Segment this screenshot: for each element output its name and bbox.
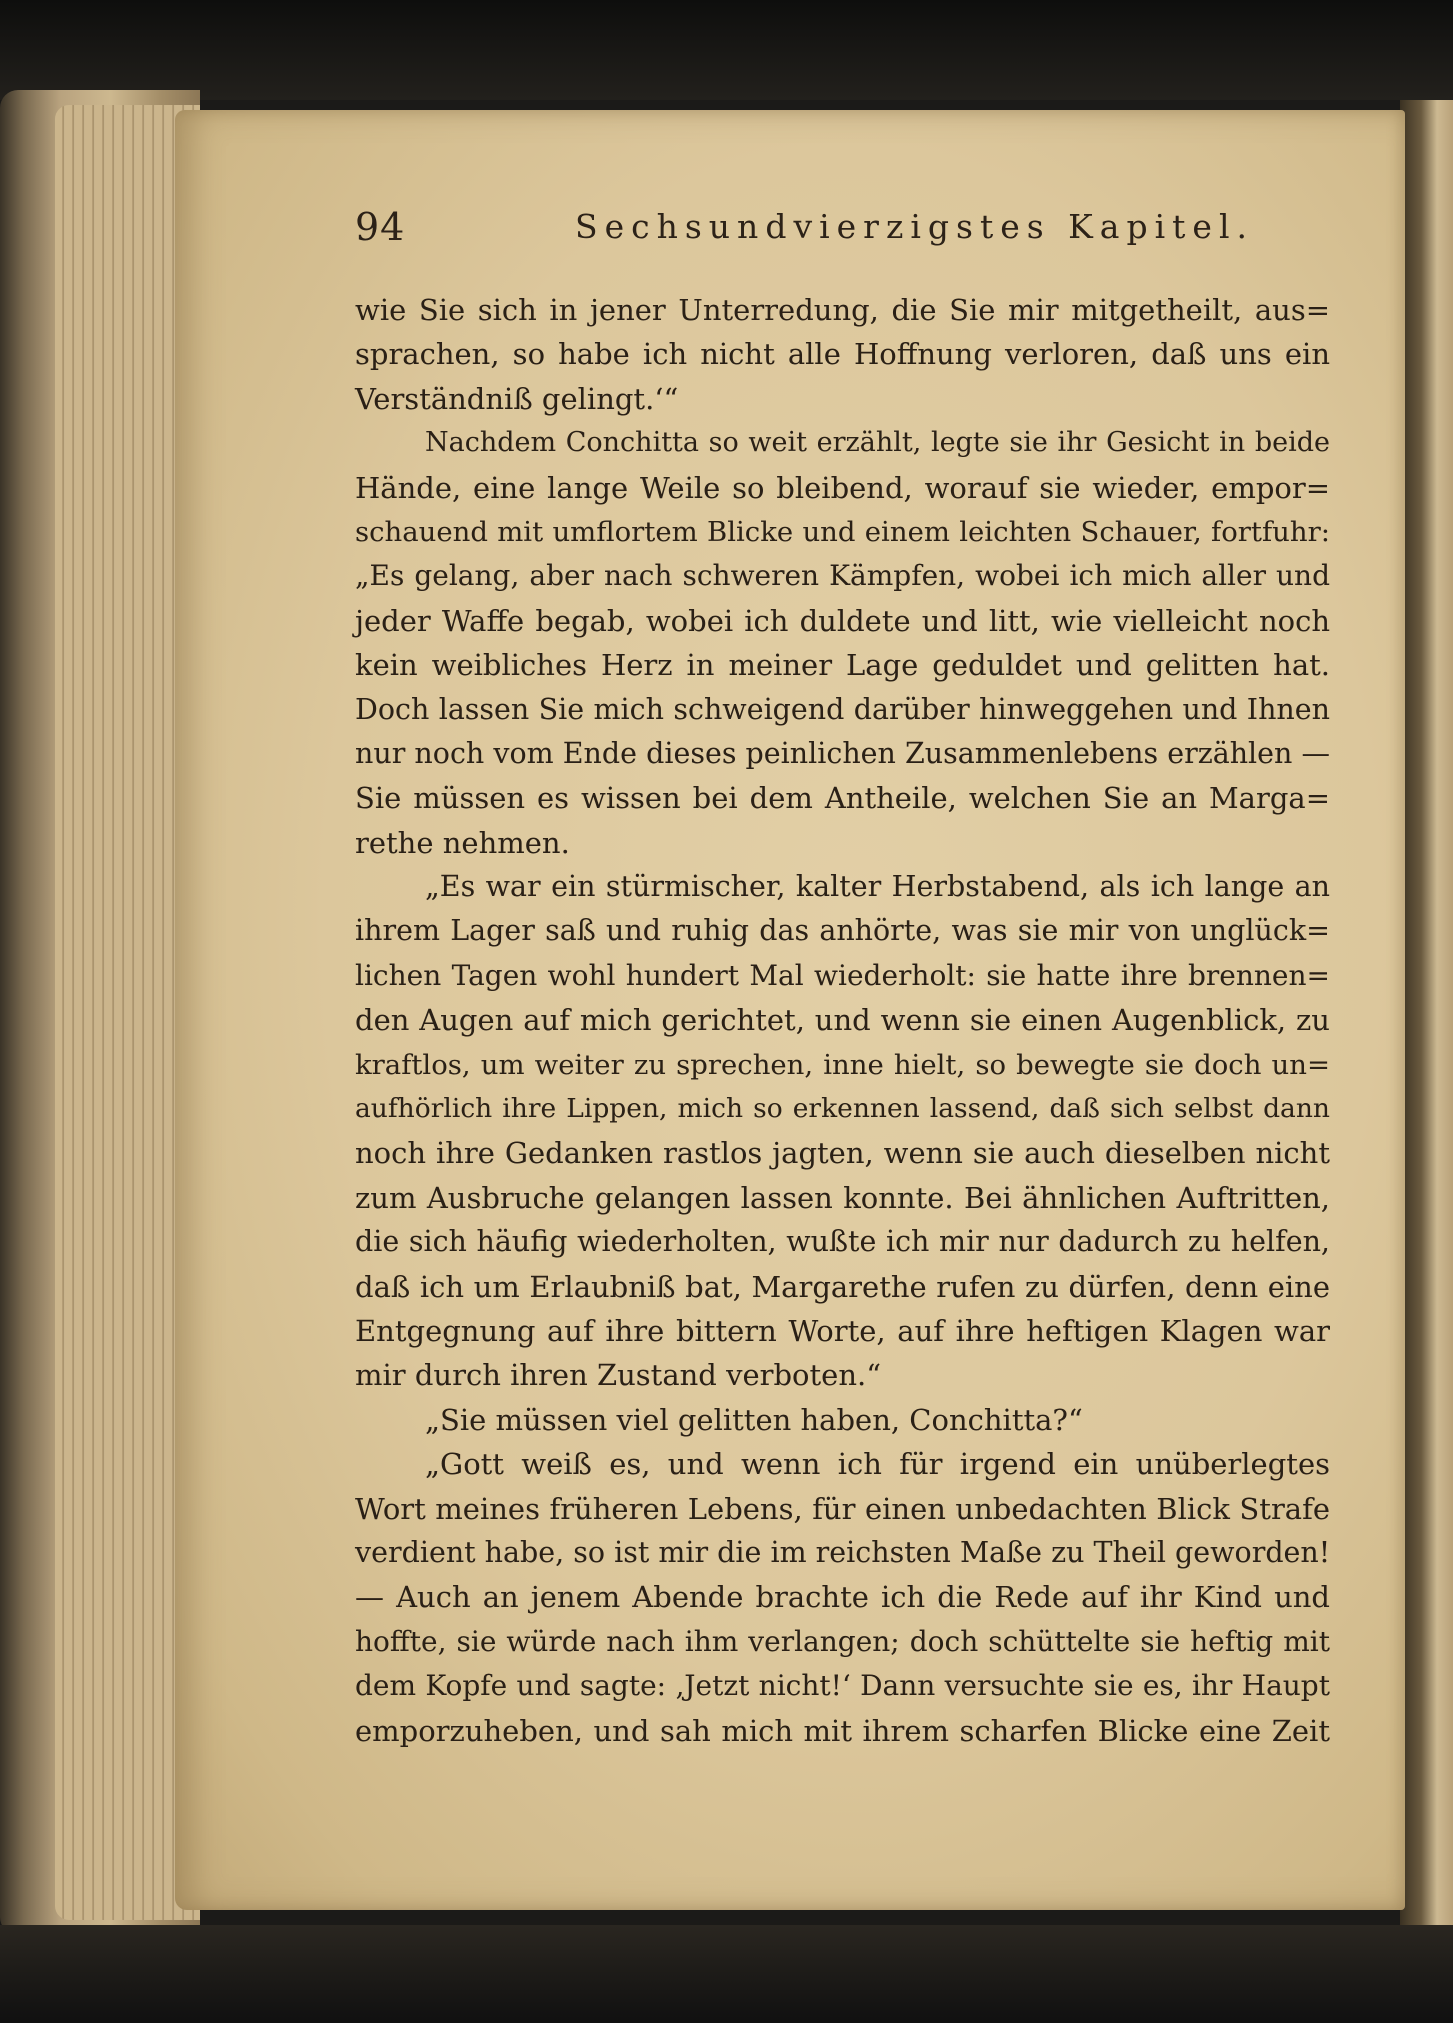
text-line: „Es war ein stürmischer, kalter Herbstabend, als ich lange an — [425, 870, 1330, 904]
text-line: dem Kopfe und sagte: ‚Jetzt nicht!‘ Dann versuchte sie es, ihr Haupt — [355, 1669, 1330, 1703]
text-line: noch ihre Gedanken rastlos jagten, wenn sie auch dieselben nicht — [355, 1136, 1330, 1171]
text-line: Sie müssen es wissen bei dem Antheile, welchen Sie an Marga= — [355, 781, 1330, 816]
text-line: zum Ausbruche gelangen lassen konnte. Bei ähnlichen Auftritten, — [355, 1180, 1330, 1215]
text-line: „Es gelang, aber nach schweren Kämpfen, wobei ich mich aller und — [355, 559, 1330, 593]
text-line: den Augen auf mich gerichtet, und wenn sie einen Augenblick, zu — [355, 1003, 1330, 1038]
running-head: Sechsundvierzigstes Kapitel. — [575, 207, 1254, 246]
text-line: die sich häufig wiederholten, wußte ich mir nur dadurch zu helfen, — [355, 1225, 1330, 1259]
body-text — [355, 288, 1330, 1753]
text-line: Entgegnung auf ihre bittern Worte, auf ihre heftigen Klagen war — [355, 1313, 1330, 1348]
text-line: ihrem Lager saß und ruhig das anhörte, was sie mir von unglück= — [355, 914, 1330, 948]
text-line: — Auch an jenem Abende brachte ich die Rede auf ihr Kind und — [355, 1580, 1330, 1615]
text-line: sprachen, so habe ich nicht alle Hoffnung verloren, daß uns ein — [355, 337, 1330, 372]
text-line: hoffte, sie würde nach ihm verlangen; doch schüttelte sie heftig mit — [355, 1624, 1330, 1658]
text-line: Hände, eine lange Weile so bleibend, worauf sie wieder, empor= — [355, 470, 1330, 505]
text-line: verdient habe, so ist mir die im reichsten Maße zu Theil geworden! — [355, 1535, 1331, 1569]
text-line: kraftlos, um weiter zu sprechen, inne hielt, so bewegte sie doch un= — [355, 1048, 1330, 1081]
text-line: schauend mit umflortem Blicke und einem leichten Schauer, fortfuhr: — [355, 515, 1330, 548]
text-line: „Sie müssen viel gelitten haben, Conchitta?“ — [425, 1402, 1083, 1437]
background-top — [0, 0, 1453, 100]
text-line: Wort meines früheren Lebens, für einen unbedachten Blick Strafe — [355, 1491, 1330, 1526]
book-edge-right — [1400, 100, 1453, 1960]
page-header — [355, 205, 1375, 259]
text-line: Nachdem Conchitta so weit erzählt, legte sie ihr Gesicht in beide — [425, 427, 1330, 459]
page-number: 94 — [355, 205, 406, 249]
text-line: rethe nehmen. — [355, 825, 570, 860]
text-line: Verständniß gelingt.‘“ — [355, 381, 679, 416]
text-line: Doch lassen Sie mich schweigend darüber hinweggehen und Ihnen — [355, 692, 1330, 726]
text-line: jeder Waffe begab, wobei ich duldete und litt, wie vielleicht noch — [355, 603, 1330, 638]
text-line: nur noch vom Ende dieses peinlichen Zusammenlebens erzählen — — [355, 736, 1330, 770]
text-line: emporzuheben, und sah mich mit ihrem scharfen Blicke eine Zeit — [355, 1713, 1330, 1748]
text-line: lichen Tagen wohl hundert Mal wiederholt: sie hatte ihre brennen= — [355, 958, 1330, 992]
text-line: mir durch ihren Zustand verboten.“ — [355, 1358, 882, 1393]
background-bottom — [0, 1925, 1453, 2023]
text-line: wie Sie sich in jener Unterredung, die Sie mir mitgetheilt, aus= — [355, 293, 1330, 327]
text-line: kein weibliches Herz in meiner Lage geduldet und gelitten hat. — [355, 648, 1330, 683]
text-line: „Gott weiß es, und wenn ich für irgend ein unüberlegtes — [425, 1447, 1330, 1482]
text-line: daß ich um Erlaubniß bat, Margarethe rufen zu dürfen, denn eine — [355, 1269, 1330, 1304]
text-line: aufhörlich ihre Lippen, mich so erkennen lassend, daß sich selbst dann — [355, 1093, 1330, 1125]
